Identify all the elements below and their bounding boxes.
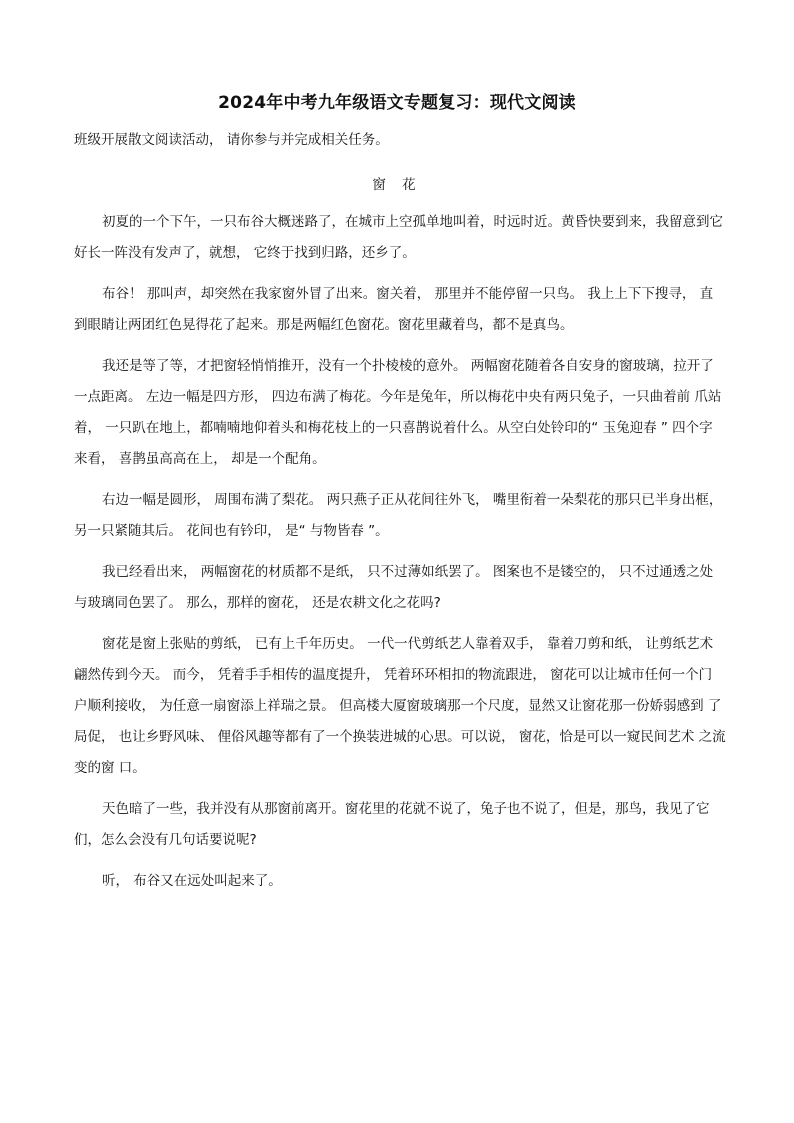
paragraph: 初夏的一个下午，一只布谷大概迷路了，在城市上空孤单地叫着，时远时近。黄昏快要到来，我留意到它好长一阵没有发声了，就想， 它终于找到归路，还乡了。 (74, 214, 723, 261)
paragraph: 窗花是窗上张贴的剪纸， 已有上千年历史。 一代一代剪纸艺人靠着双手， 靠着刀剪和纸， 让剪纸艺术 翩然传到今天。 而今， 凭着手手相传的温度提升， 凭着环环相扣的物流跟进， 窗花可以让城市任何一个门 户顺利接收， 为任意一扇窗添上祥瑞之景。 但高楼大厦窗玻璃那一个尺度，显然又让窗花那一份娇弱感到 了局促， 也让乡野风味、 俚俗风趣等都有了一个换装进城的心思。可以说， 窗花，恰是可以一窥民间艺术 之流变的窗 口。 (74, 636, 726, 776)
intro-text: 班级开展散文阅读活动， 请你参与并完成相关任务。 (74, 132, 389, 148)
paragraph: 我还是等了等，才把窗轻悄悄推开，没有一个扑棱棱的意外。 两幅窗花随着各自安身的窗玻璃，拉开了一点距离。 左边一幅是四方形， 四边布满了梅花。今年是兔年，所以梅花中央有两只兔子，一只曲着前 爪站着， 一只趴在地上，都喃喃地仰着头和梅花枝上的一只喜鹊说着什么。从空白处铃印的“ 玉兔迎春 ” 四个字来看， 喜鹊虽高高在上， 却是一个配角。 (74, 358, 722, 467)
paragraph: 布谷！ 那叫声，却突然在我家窗外冒了出来。窗关着， 那里并不能停留一只鸟。 我上上下下搜寻， 直到眼睛让两团红色晃得花了起来。那是两幅红色窗花。窗花里藏着鸟，都不是真鸟。 (74, 286, 714, 333)
essay-body (74, 207, 726, 907)
essay-title: 窗 花 (372, 177, 422, 193)
paragraph: 听， 布谷又在远处叫起来了。 (102, 873, 282, 889)
paragraph: 右边一幅是圆形， 周围布满了梨花。 两只燕子正从花间往外飞， 嘴里衔着一朵梨花的那只已半身出框， 另一只紧随其后。 花间也有钤印， 是“ 与物皆春 ”。 (74, 492, 723, 539)
paragraph: 天色暗了一些，我并没有从那窗前离开。窗花里的花就不说了，兔子也不说了，但是，那鸟，我见了它们，怎么会没有几句话要说呢? (74, 801, 710, 848)
paragraph: 我已经看出来， 两幅窗花的材质都不是纸， 只不过薄如纸罢了。 图案也不是镂空的， 只不过通透之处 与玻璃同色罢了。 那么，那样的窗花， 还是农耕文化之花吗? (74, 564, 714, 611)
document-title: 2024年中考九年级语文专题复习：现代文阅读 (218, 93, 576, 113)
